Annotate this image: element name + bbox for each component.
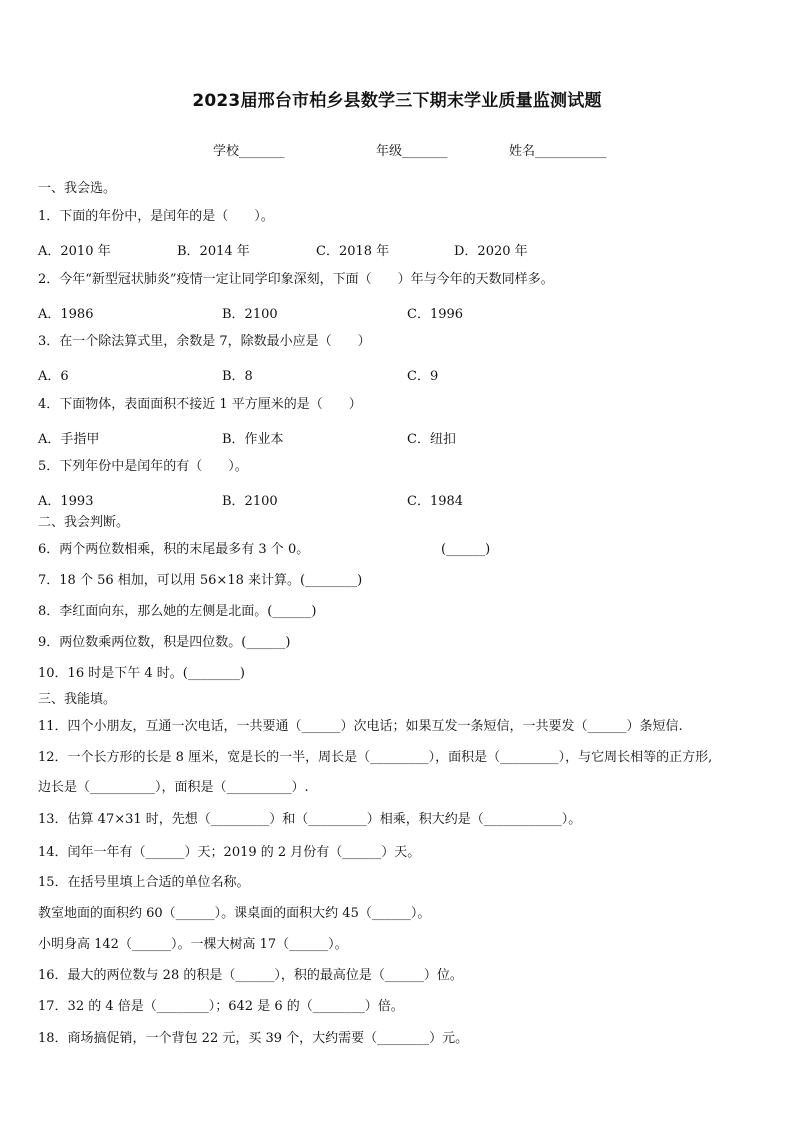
question-9: 9．两位数乘两位数，积是四位数。(______) <box>38 635 291 650</box>
question-6: 6．两个两位数相乘，积的末尾最多有 3 个 0。 <box>38 542 310 557</box>
section-heading-fill: 三、我能填。 <box>38 692 117 707</box>
question-18: 18．商场搞促销，一个背包 22 元，买 39 个，大约需要（________）元。 <box>38 1031 469 1046</box>
q1-option-b[interactable]: B．2014 年 <box>177 244 250 259</box>
question-12: 12．一个长方形的长是 8 厘米，宽是长的一半，周长是（_________），面积是（_________），与它周长相等的正方形, <box>38 750 713 765</box>
q3-option-c[interactable]: C．9 <box>407 369 439 384</box>
q3-option-b[interactable]: B．8 <box>222 369 253 384</box>
question-4: 4．下面物体，表面面积不接近 1 平方厘米的是（ ） <box>38 397 362 412</box>
question-17: 17．32 的 4 倍是（________）；642 是 6 的（________）倍。 <box>38 999 404 1014</box>
q4-option-b[interactable]: B．作业本 <box>222 432 284 447</box>
grade-field[interactable]: 年级_______ <box>376 144 448 159</box>
question-3: 3．在一个除法算式里，余数是 7，除数最小应是（ ） <box>38 334 371 349</box>
section-heading-judge: 二、我会判断。 <box>38 515 130 530</box>
section-heading-choice: 一、我会选。 <box>38 181 117 196</box>
q3-option-a[interactable]: A．6 <box>38 369 69 384</box>
q4-option-c[interactable]: C．纽扣 <box>407 432 456 447</box>
q2-option-b[interactable]: B．2100 <box>222 307 278 322</box>
q1-option-d[interactable]: D．2020 年 <box>454 244 528 259</box>
q2-option-a[interactable]: A．1986 <box>38 307 94 322</box>
name-field[interactable]: 姓名___________ <box>509 144 607 159</box>
q1-option-c[interactable]: C．2018 年 <box>316 244 390 259</box>
q5-option-c[interactable]: C．1984 <box>407 494 464 509</box>
question-16: 16．最大的两位数与 28 的积是（______），积的最高位是（______）位。 <box>38 968 463 983</box>
question-10: 10．16 时是下午 4 时。(________) <box>38 666 245 681</box>
question-15: 15．在括号里填上合适的单位名称。 <box>38 875 250 890</box>
q2-option-c[interactable]: C．1996 <box>407 307 464 322</box>
question-5: 5．下列年份中是闰年的有（ ）。 <box>38 459 248 474</box>
question-2: 2．今年“新型冠状肺炎”疫情一定让同学印象深刻，下面（ ）年与今年的天数同样多。 <box>38 272 554 287</box>
school-field[interactable]: 学校_______ <box>213 144 285 159</box>
question-11: 11．四个小朋友，互通一次电话，一共要通（______）次电话；如果互发一条短信，一共要发（______）条短信. <box>38 719 683 734</box>
q5-option-b[interactable]: B．2100 <box>222 494 278 509</box>
q1-option-a[interactable]: A．2010 年 <box>38 244 111 259</box>
question-8: 8．李红面向东，那么她的左侧是北面。(______) <box>38 604 317 619</box>
question-13: 13．估算 47×31 时，先想（_________）和（_________）相乘，积大约是（____________）。 <box>38 812 582 827</box>
q4-option-a[interactable]: A．手指甲 <box>38 432 100 447</box>
question-7: 7．18 个 56 相加，可以用 56×18 来计算。(________) <box>38 573 363 588</box>
question-15-line-1: 教室地面的面积约 60（______）。课桌面的面积大约 45（______）。 <box>38 906 431 921</box>
q6-answer-blank[interactable]: (______) <box>441 542 491 557</box>
page-title: 2023届邢台市柏乡县数学三下期末学业质量监测试题 <box>192 91 602 111</box>
question-15-line-2: 小明身高 142（______）。一棵大树高 17（______）。 <box>38 937 348 952</box>
question-12-cont: 边长是（__________），面积是（__________）. <box>38 780 309 795</box>
q5-option-a[interactable]: A．1993 <box>38 494 94 509</box>
question-1: 1．下面的年份中，是闰年的是（ ）。 <box>38 209 274 224</box>
question-14: 14．闰年一年有（______）天；2019 的 2 月份有（______）天。 <box>38 845 421 860</box>
